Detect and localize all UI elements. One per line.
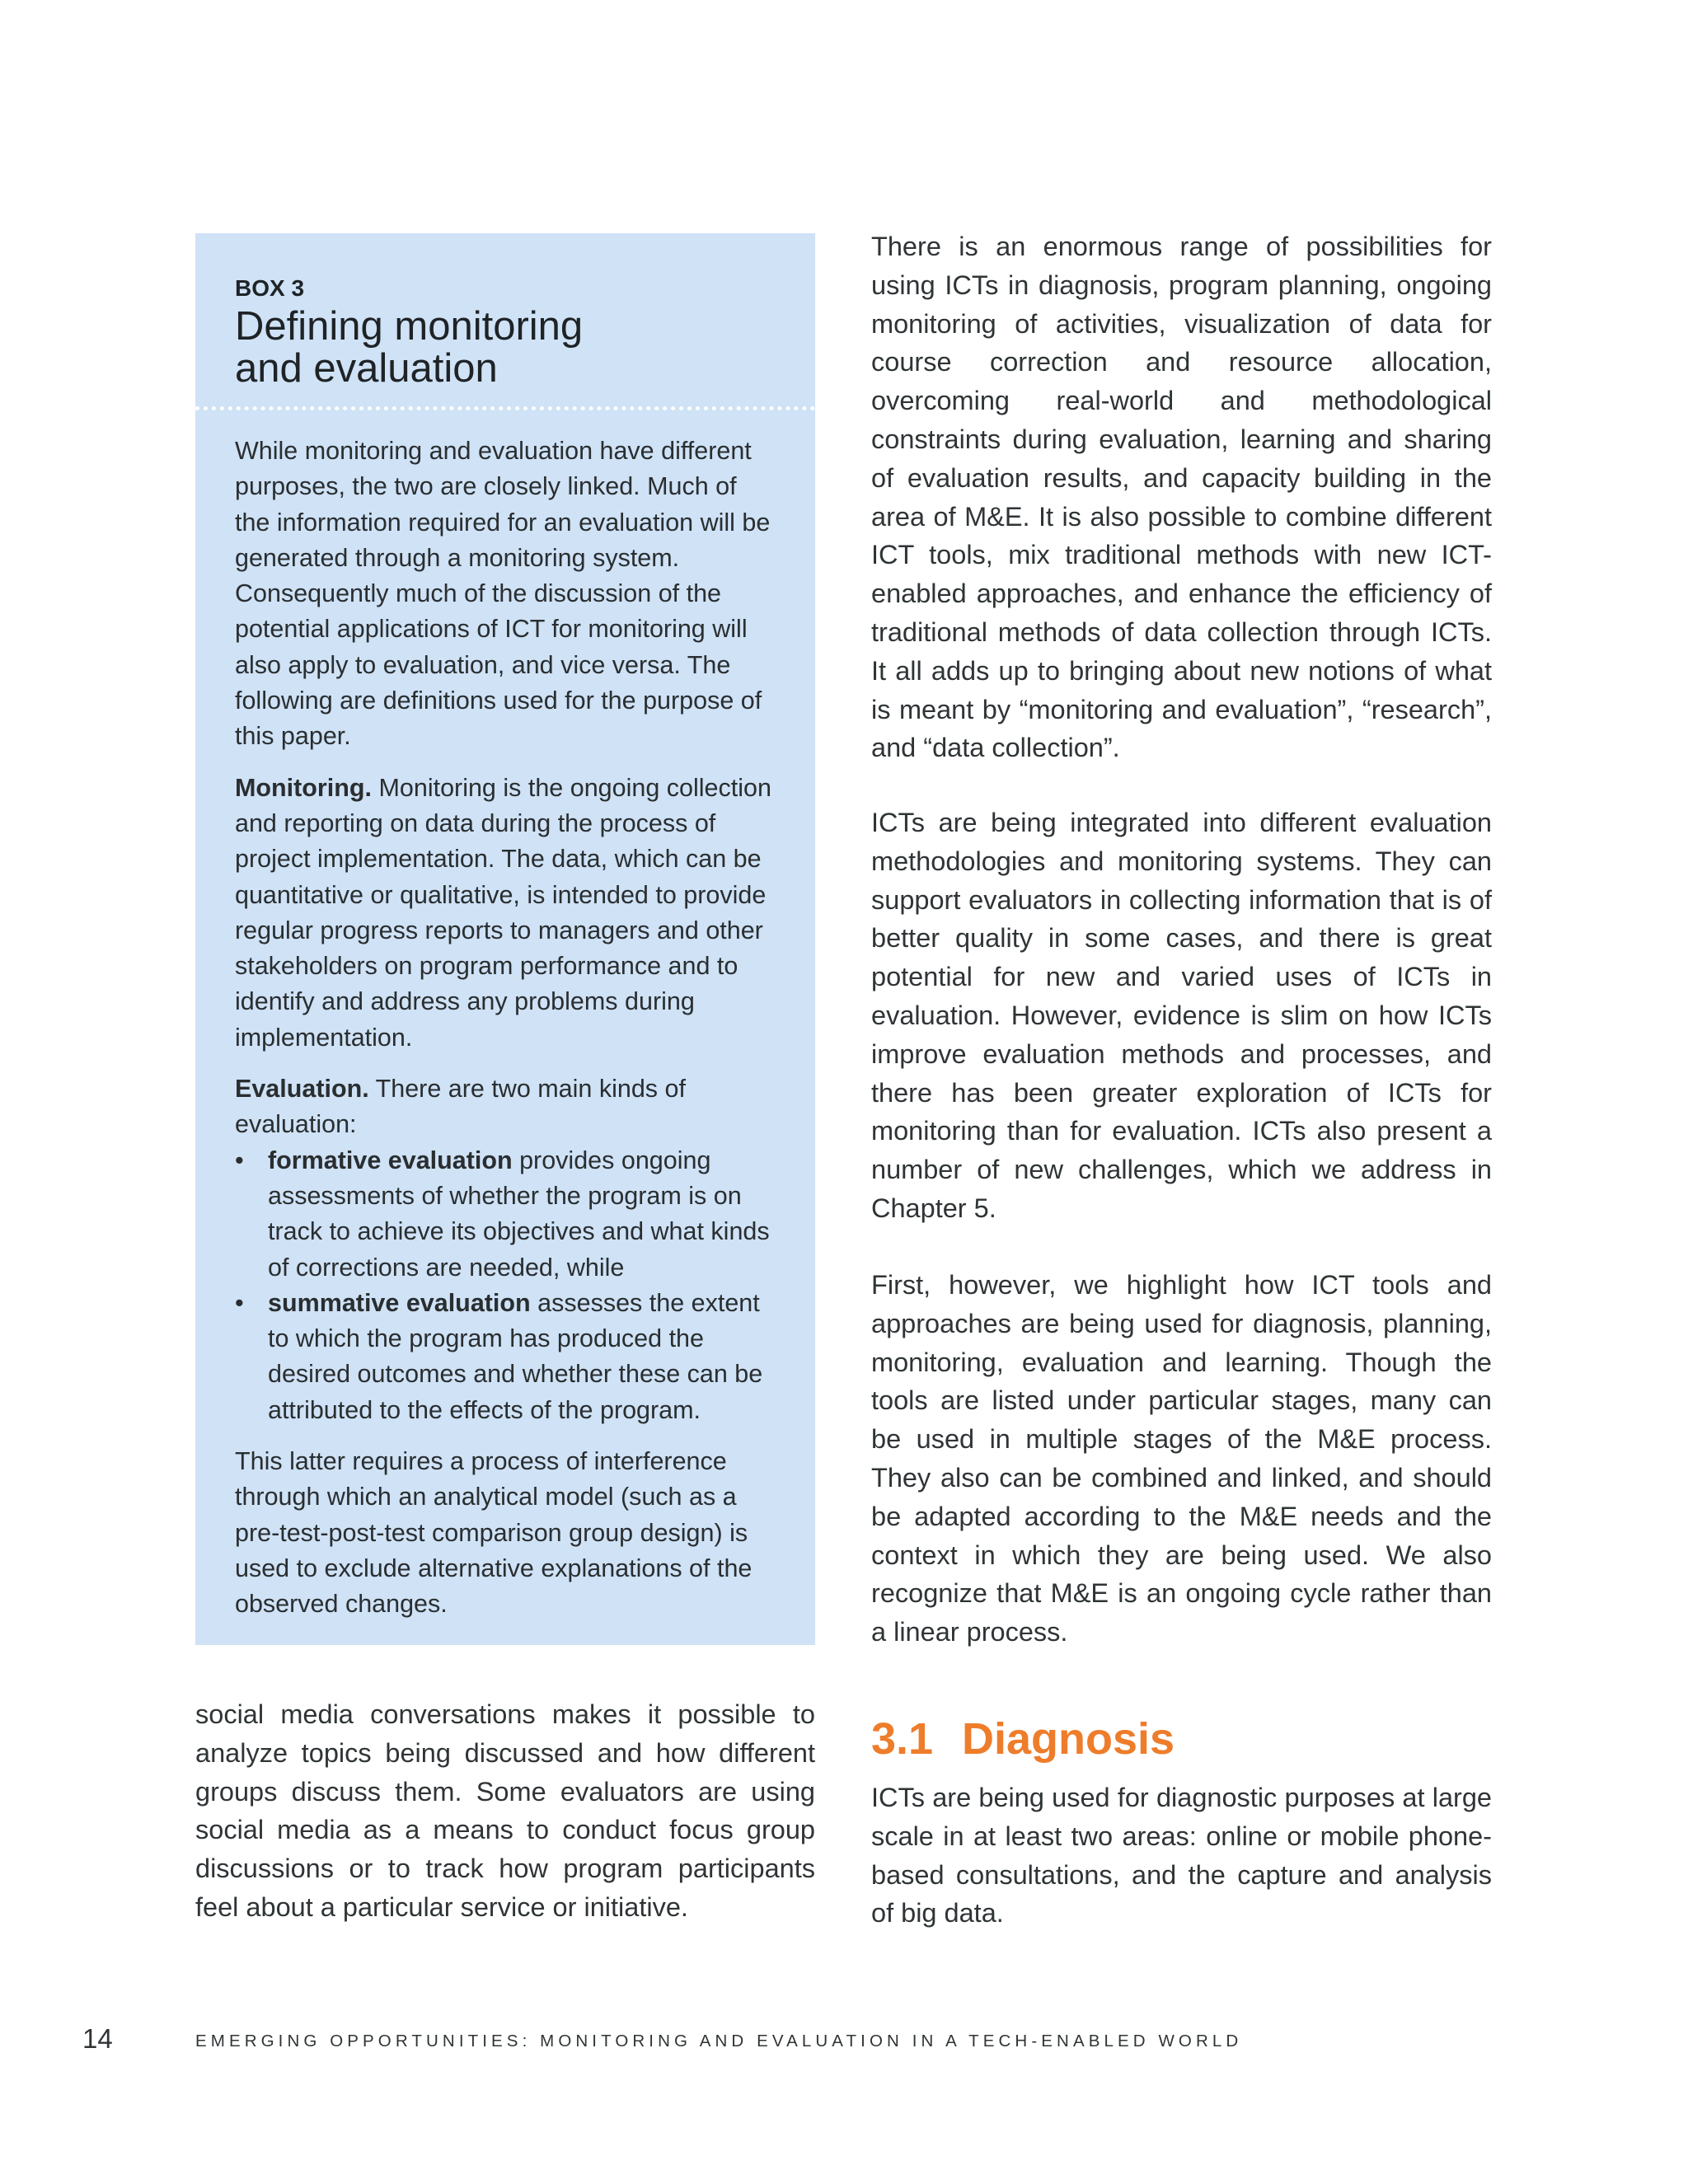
box-label: BOX 3 <box>235 275 305 301</box>
box-closing: This latter requires a process of interference through which an analytical model (such as a pre-test-post-test comparison group design) is used to exclude alternative explanations of the observed changes. <box>235 1447 753 1619</box>
box-body <box>195 410 815 1623</box>
box-intro: While monitoring and evaluation have different purposes, the two are closely linked. Much of the information required for an evaluation will be generated through a monitoring system. Consequently much of the discussion of the potential applications of ICT for monitoring will also apply to evaluation, and vice versa. The following are definitions used for the purpose of this paper. <box>235 437 771 751</box>
bullet-marker: • <box>235 1146 244 1174</box>
box-header <box>195 233 815 390</box>
running-title: EMERGING OPPORTUNITIES: MONITORING AND EVALUATION IN A TECH-ENABLED WORLD <box>195 2032 1243 2050</box>
section-heading <box>871 1713 1175 1765</box>
evaluation-text: There are two main kinds of evaluation: <box>235 1075 686 1139</box>
bullet-marker: • <box>235 1288 244 1317</box>
monitoring-text: Monitoring is the ongoing collection and reporting on data during the process of project implementation. The data, which can be quantitative or qualitative, is intended to provide regular progress reports to managers and other stakeholders on program performance and to identify and address any problems during implementation. <box>235 773 771 1052</box>
definition-box <box>195 233 815 1645</box>
section-number: 3.1 <box>871 1714 934 1764</box>
evaluation-term: Evaluation. <box>235 1075 369 1104</box>
page-number: 14 <box>82 2023 113 2054</box>
left-column-paragraph: social media conversations makes it possible to analyze topics being discussed and how different groups discuss them. Some evaluators are using social media as a means to conduct focus group discussions or to track how program participants feel about a particular service or initiative. <box>195 1699 815 1922</box>
monitoring-definition <box>235 771 776 1056</box>
monitoring-term: Monitoring. <box>235 773 373 802</box>
right-paragraph-3: First, however, we highlight how ICT tools and approaches are being used for diagnosis, planning, monitoring, evaluation and learning. Though the tools are listed under particular stages, many can be used in multiple stages of the M&E process. They also can be combined and linked, and should be adapted according to the M&E needs and the context in which they are being used. We also recognize that M&E is an ongoing cycle rather than a linear process. <box>871 1270 1492 1647</box>
right-paragraph-1: There is an enormous range of possibilities for using ICTs in diagnosis, program planning, ongoing monitoring of activities, visualization of data for course correction and resource allocation, overcoming real-world and methodological constraints during evaluation, learning and sharing of evaluation results, and capacity building in the area of M&E. It is also possible to combine different ICT tools, mix traditional methods with new ICT-enabled approaches, and enhance the efficiency of traditional methods of data collection through ICTs. It all adds up to bringing about new notions of what is meant by “monitoring and evaluation”, “research”, and “data collection”. <box>871 232 1492 763</box>
summative-text: assesses the extent to which the program has produced the desired outcomes and whether these can be attributed to the effects of the program. <box>268 1288 763 1424</box>
box-title-line-2: and evaluation <box>235 346 498 391</box>
evaluation-kinds-list <box>235 1143 776 1428</box>
right-paragraph-2: ICTs are being integrated into different evaluation methodologies and monitoring systems. They can support evaluators in collecting information that is of better quality in some cases, and there is great potential for new and varied uses of ICTs in evaluation. However, evidence is slim on how ICTs improve evaluation methods and processes, and there has been greater exploration of ICTs for monitoring than for evaluation. ICTs also present a number of new challenges, which we address in Chapter 5. <box>871 808 1492 1223</box>
box-title <box>235 306 776 390</box>
formative-term: formative evaluation <box>268 1146 513 1174</box>
box-title-line-1: Defining monitoring <box>235 304 584 349</box>
evaluation-definition <box>235 1071 776 1143</box>
list-item-summative <box>235 1286 776 1428</box>
list-item-formative <box>235 1143 776 1286</box>
formative-text: provides ongoing assessments of whether the program is on track to achieve its objectives and what kinds of corrections are needed, while <box>268 1146 770 1282</box>
section-title: Diagnosis <box>962 1714 1175 1764</box>
summative-term: summative evaluation <box>268 1288 531 1317</box>
right-paragraph-4: ICTs are being used for diagnostic purposes at large scale in at least two areas: online or mobile phone-based consultations, and the capture and analysis of big data. <box>871 1783 1492 1929</box>
